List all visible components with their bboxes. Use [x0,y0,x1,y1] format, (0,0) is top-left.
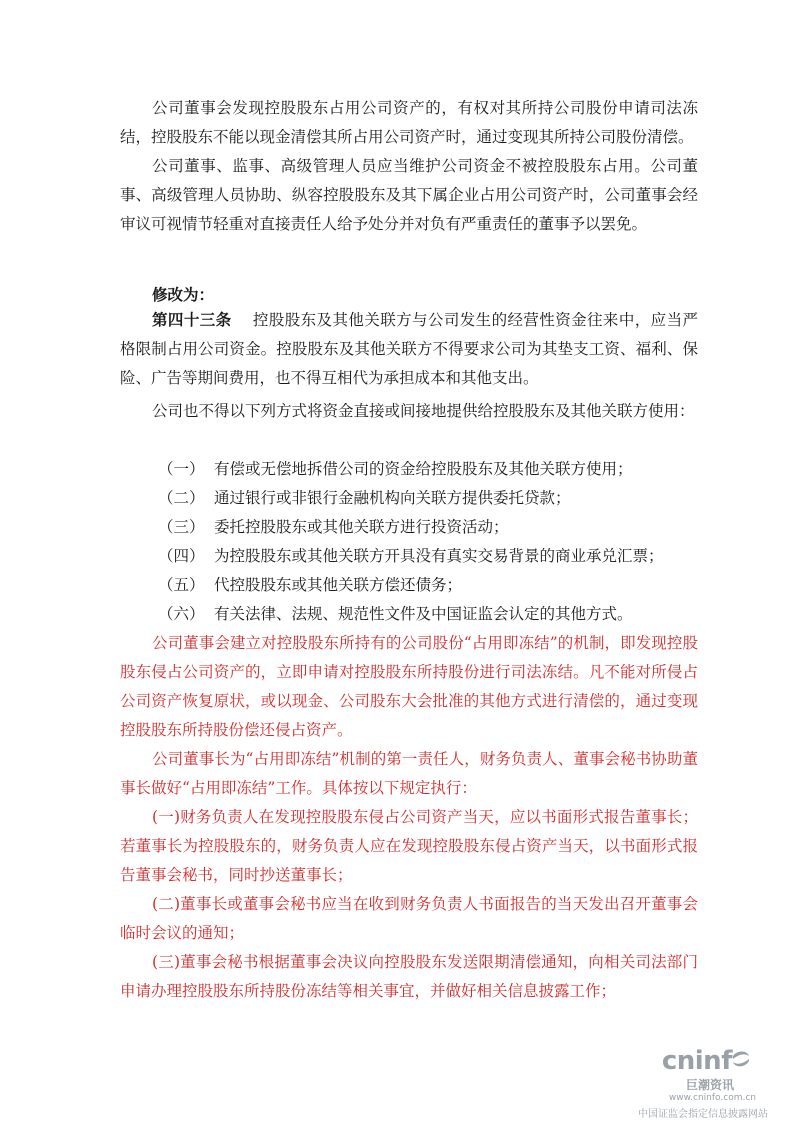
logo-site-tagline: 中国证监会指定信息披露网站 [638,1109,768,1120]
paragraph-prohibited-ways: 公司也不得以下列方式将资金直接或间接地提供给控股股东及其他关联方使用： [152,402,695,420]
article-43 [120,305,698,393]
logo-chinese-name: 巨潮资讯 [685,1078,734,1092]
modify-heading: 修改为： [152,285,215,304]
paragraph-director-duty: 公司董事、监事、高级管理人员应当维护公司资金不被控股股东占用。公司董事、高级管理人员协助、纵容控股股东及其下属企业占用公司资产时，公司董事会经审议可视情节轻重对直接责任人给予处分并对负有严重责任的董事予以罢免。 [120,157,698,233]
red-paragraph-step-2: (二)董事长或董事会秘书应当在收到财务负责人书面报告的当天发出召开董事会临时会议的通知； [120,895,698,942]
red-paragraph-step-3: (三)董事会秘书根据董事会决议向控股股东发送限期清偿通知，向相关司法部门申请办理控股股东所持股份冻结等相关事宜，并做好相关信息披露工作； [120,953,698,1000]
list-item: （六） 有关法律、法规、规范性文件及中国证监会认定的其他方式。 [158,605,633,623]
article-number: 第四十三条 [152,310,232,329]
article-text: 控股股东及其他关联方与公司发生的经营性资金往来中，应当严格限制占用公司资金。控股股东及其他关联方不得要求公司为其垫支工资、福利、保险、广告等期间费用，也不得互相代为承担成本和其他支出。 [120,311,698,387]
cninfo-logo [628,1046,768,1120]
list-item: （四） 为控股股东或其他关联方开具没有真实交易背景的商业承兑汇票； [158,547,664,565]
list-item: （一） 有偿或无偿地拆借公司的资金给控股股东及其他关联方使用； [158,460,633,478]
red-paragraph-freeze-mechanism: 公司董事会建立对控股股东所持有的公司股份“占用即冻结”的机制，即发现控股股东侵占公司资产的，立即申请对控股股东所持股份进行司法冻结。凡不能对所侵占公司资产恢复原状，或以现金、公司股东大会批准的其他方式进行清偿的，通过变现控股股东所持股份偿还侵占资产。 [120,634,698,739]
red-paragraph-chairman-responsibility: 公司董事长为“占用即冻结”机制的第一责任人，财务负责人、董事会秘书协助董事长做好“占用即冻结”工作。具体按以下规定执行： [120,750,698,797]
list-item: （五） 代控股股东或其他关联方偿还债务； [158,576,463,594]
red-paragraph-step-1: (一)财务负责人在发现控股股东侵占公司资产当天，应以书面形式报告董事长；若董事长为控股股东的，财务负责人应在发现控股股东侵占资产当天，以书面形式报告董事会秘书，同时抄送董事长； [120,808,698,884]
logo-url: www.cninfo.com.cn [668,1093,756,1103]
logo-wordmark: cninf [661,1046,732,1076]
logo-swirl-icon [730,1048,752,1070]
list-item: （二） 通过银行或非银行金融机构向关联方提供委托贷款； [158,489,571,507]
paragraph-freeze-shares: 公司董事会发现控股股东占用公司资产的，有权对其所持公司股份申请司法冻结，控股股东不能以现金清偿其所占用公司资产时，通过变现其所持公司股份清偿。 [120,99,698,146]
list-item: （三） 委托控股股东或其他关联方进行投资活动； [158,518,509,536]
